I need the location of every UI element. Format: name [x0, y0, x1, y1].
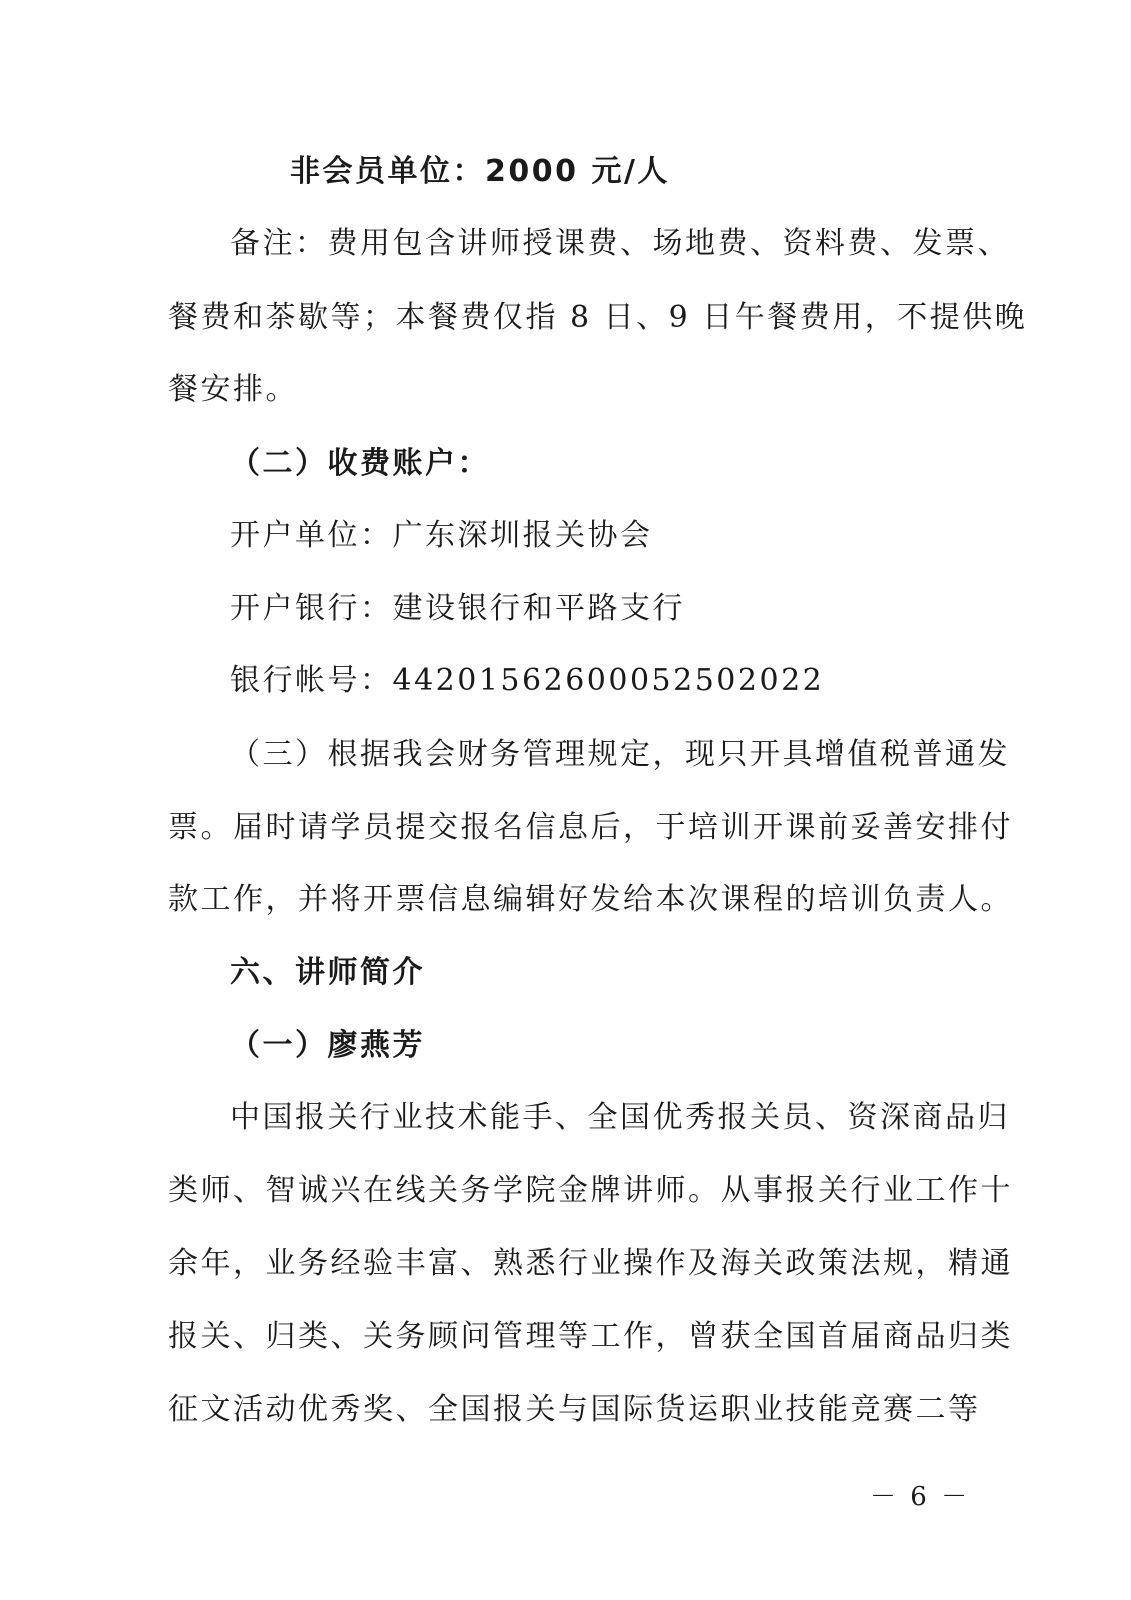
invoice-line-2: 票。届时请学员提交报名信息后，于培训开课前妥善安排付: [168, 810, 1013, 845]
page-number: － 6 －: [870, 1482, 971, 1512]
lecturer-name-heading: （一）廖燕芳: [230, 1028, 425, 1063]
account-heading: （二）收费账户：: [230, 446, 490, 481]
bio-line-5: 征文活动优秀奖、全国报关与国际货运职业技能竞赛二等: [168, 1392, 981, 1427]
account-number: 银行帐号：44201562600052502022: [230, 663, 825, 698]
remark-line-1: 备注：费用包含讲师授课费、场地费、资料费、发票、: [230, 226, 1010, 261]
remark-line-2: 餐费和茶歇等；本餐费仅指 8 日、9 日午餐费用，不提供晚: [168, 300, 1028, 335]
invoice-line-1: （三）根据我会财务管理规定，现只开具增值税普通发: [230, 737, 1010, 772]
lecturer-section-heading: 六、讲师简介: [230, 955, 425, 990]
non-member-fee: 非会员单位：2000 元/人: [290, 154, 670, 189]
bio-line-3: 余年，业务经验丰富、熟悉行业操作及海关政策法规，精通: [168, 1246, 1013, 1281]
bio-line-4: 报关、归类、关务顾问管理等工作，曾获全国首届商品归类: [168, 1319, 1013, 1354]
bio-line-2: 类师、智诚兴在线关务学院金牌讲师。从事报关行业工作十: [168, 1173, 1013, 1208]
remark-line-3: 餐安排。: [168, 372, 298, 407]
invoice-line-3: 款工作，并将开票信息编辑好发给本次课程的培训负责人。: [168, 882, 1013, 917]
account-holder: 开户单位：广东深圳报关协会: [230, 518, 653, 553]
account-bank: 开户银行：建设银行和平路支行: [230, 591, 685, 626]
bio-line-1: 中国报关行业技术能手、全国优秀报关员、资深商品归: [230, 1100, 1010, 1135]
